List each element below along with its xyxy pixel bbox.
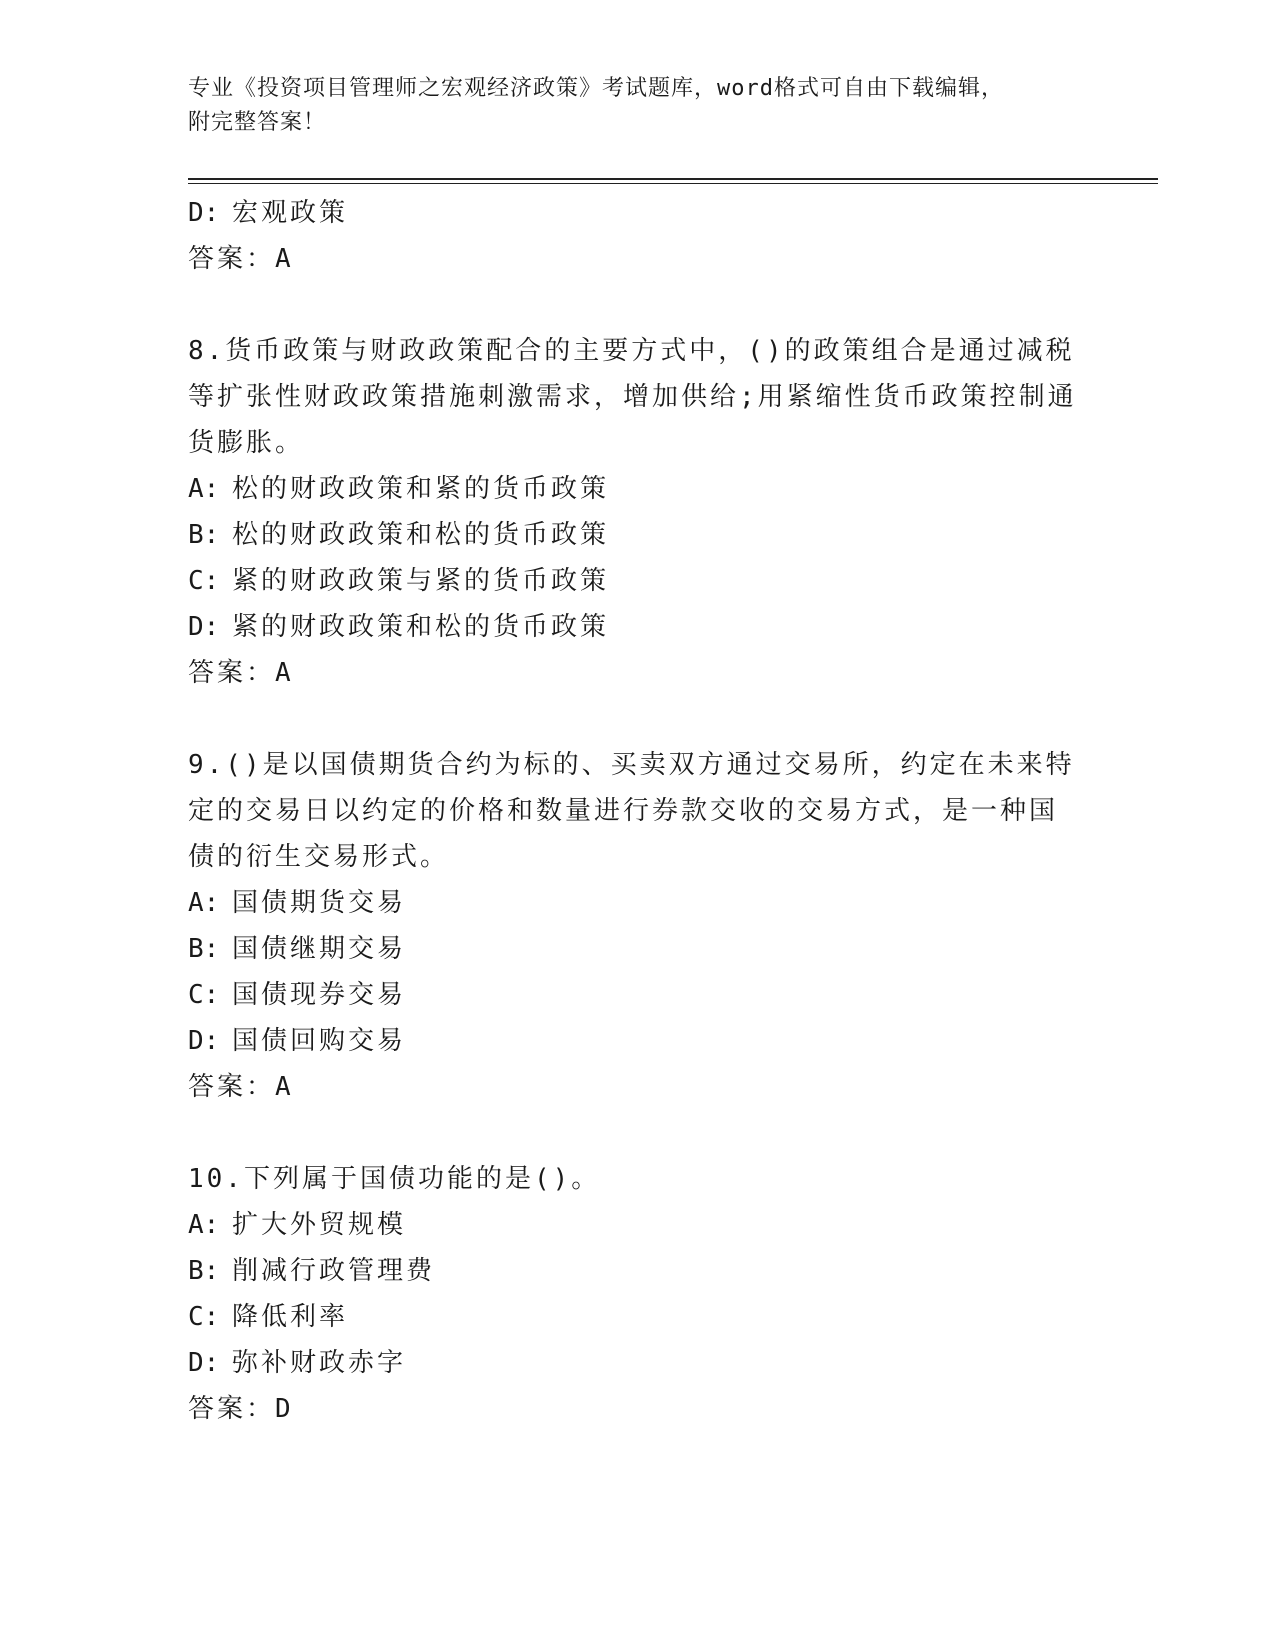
answer-line: 答案：A — [188, 658, 294, 688]
option-text: 宏观政策 — [232, 198, 349, 228]
question-stem-line: 债的衍生交易形式。 — [188, 842, 450, 872]
option-text: 松的财政政策和松的货币政策 — [232, 520, 610, 550]
question-stem-line: 等扩张性财政政策措施刺激需求，增加供给;用紧缩性货币政策控制通 — [188, 382, 1077, 412]
header-line-1: 专业《投资项目管理师之宏观经济政策》考试题库，word格式可自由下载编辑， — [188, 76, 1004, 101]
spacer — [188, 696, 1088, 742]
option-letter: C: — [188, 566, 220, 596]
option-c — [188, 972, 1088, 1018]
question-stem-line: 货膨胀。 — [188, 428, 305, 458]
option-letter: A: — [188, 474, 220, 504]
option-a — [188, 466, 1088, 512]
question-content — [188, 190, 1088, 1432]
option-letter: C: — [188, 980, 220, 1010]
question-8 — [188, 328, 1088, 696]
header-divider-thick — [188, 178, 1158, 180]
option-text: 紧的财政政策和松的货币政策 — [232, 612, 610, 642]
document-header — [188, 72, 1158, 140]
option-a — [188, 1202, 1088, 1248]
option-text: 弥补财政赤字 — [232, 1348, 407, 1378]
header-line-2: 附完整答案！ — [188, 110, 327, 135]
option-text: 国债回购交易 — [232, 1026, 407, 1056]
option-d — [188, 1340, 1088, 1386]
option-letter: D: — [188, 198, 220, 228]
option-letter: A: — [188, 888, 220, 918]
option-letter: A: — [188, 1210, 220, 1240]
answer-line: 答案：A — [188, 1072, 294, 1102]
option-text: 扩大外贸规模 — [232, 1210, 407, 1240]
option-d — [188, 604, 1088, 650]
option-letter: D: — [188, 1026, 220, 1056]
option-text: 紧的财政政策与紧的货币政策 — [232, 566, 610, 596]
option-text: 削减行政管理费 — [232, 1256, 436, 1286]
option-b — [188, 1248, 1088, 1294]
option-letter: B: — [188, 934, 220, 964]
option-text: 国债期货交易 — [232, 888, 407, 918]
spacer — [188, 282, 1088, 328]
option-text: 国债现券交易 — [232, 980, 407, 1010]
spacer — [188, 1110, 1088, 1156]
option-c — [188, 1294, 1088, 1340]
option-d — [188, 190, 1088, 236]
option-d — [188, 1018, 1088, 1064]
option-c — [188, 558, 1088, 604]
option-b — [188, 512, 1088, 558]
option-letter: B: — [188, 1256, 220, 1286]
question-10 — [188, 1156, 1088, 1432]
question-stem-line: 8.货币政策与财政政策配合的主要方式中，()的政策组合是通过减税 — [188, 336, 1075, 366]
question-stem-line: 定的交易日以约定的价格和数量进行券款交收的交易方式，是一种国 — [188, 796, 1059, 826]
header-divider-thin — [188, 183, 1158, 184]
question-stem-line: 9.()是以国债期货合约为标的、买卖双方通过交易所，约定在未来特 — [188, 750, 1075, 780]
option-letter: B: — [188, 520, 220, 550]
option-letter: D: — [188, 1348, 220, 1378]
answer-line: 答案：A — [188, 244, 294, 274]
option-b — [188, 926, 1088, 972]
question-stem-line: 10.下列属于国债功能的是()。 — [188, 1164, 601, 1194]
option-text: 国债继期交易 — [232, 934, 407, 964]
option-text: 降低利率 — [232, 1302, 349, 1332]
option-letter: D: — [188, 612, 220, 642]
option-a — [188, 880, 1088, 926]
option-text: 松的财政政策和紧的货币政策 — [232, 474, 610, 504]
answer-line: 答案：D — [188, 1394, 294, 1424]
option-letter: C: — [188, 1302, 220, 1332]
question-9 — [188, 742, 1088, 1110]
